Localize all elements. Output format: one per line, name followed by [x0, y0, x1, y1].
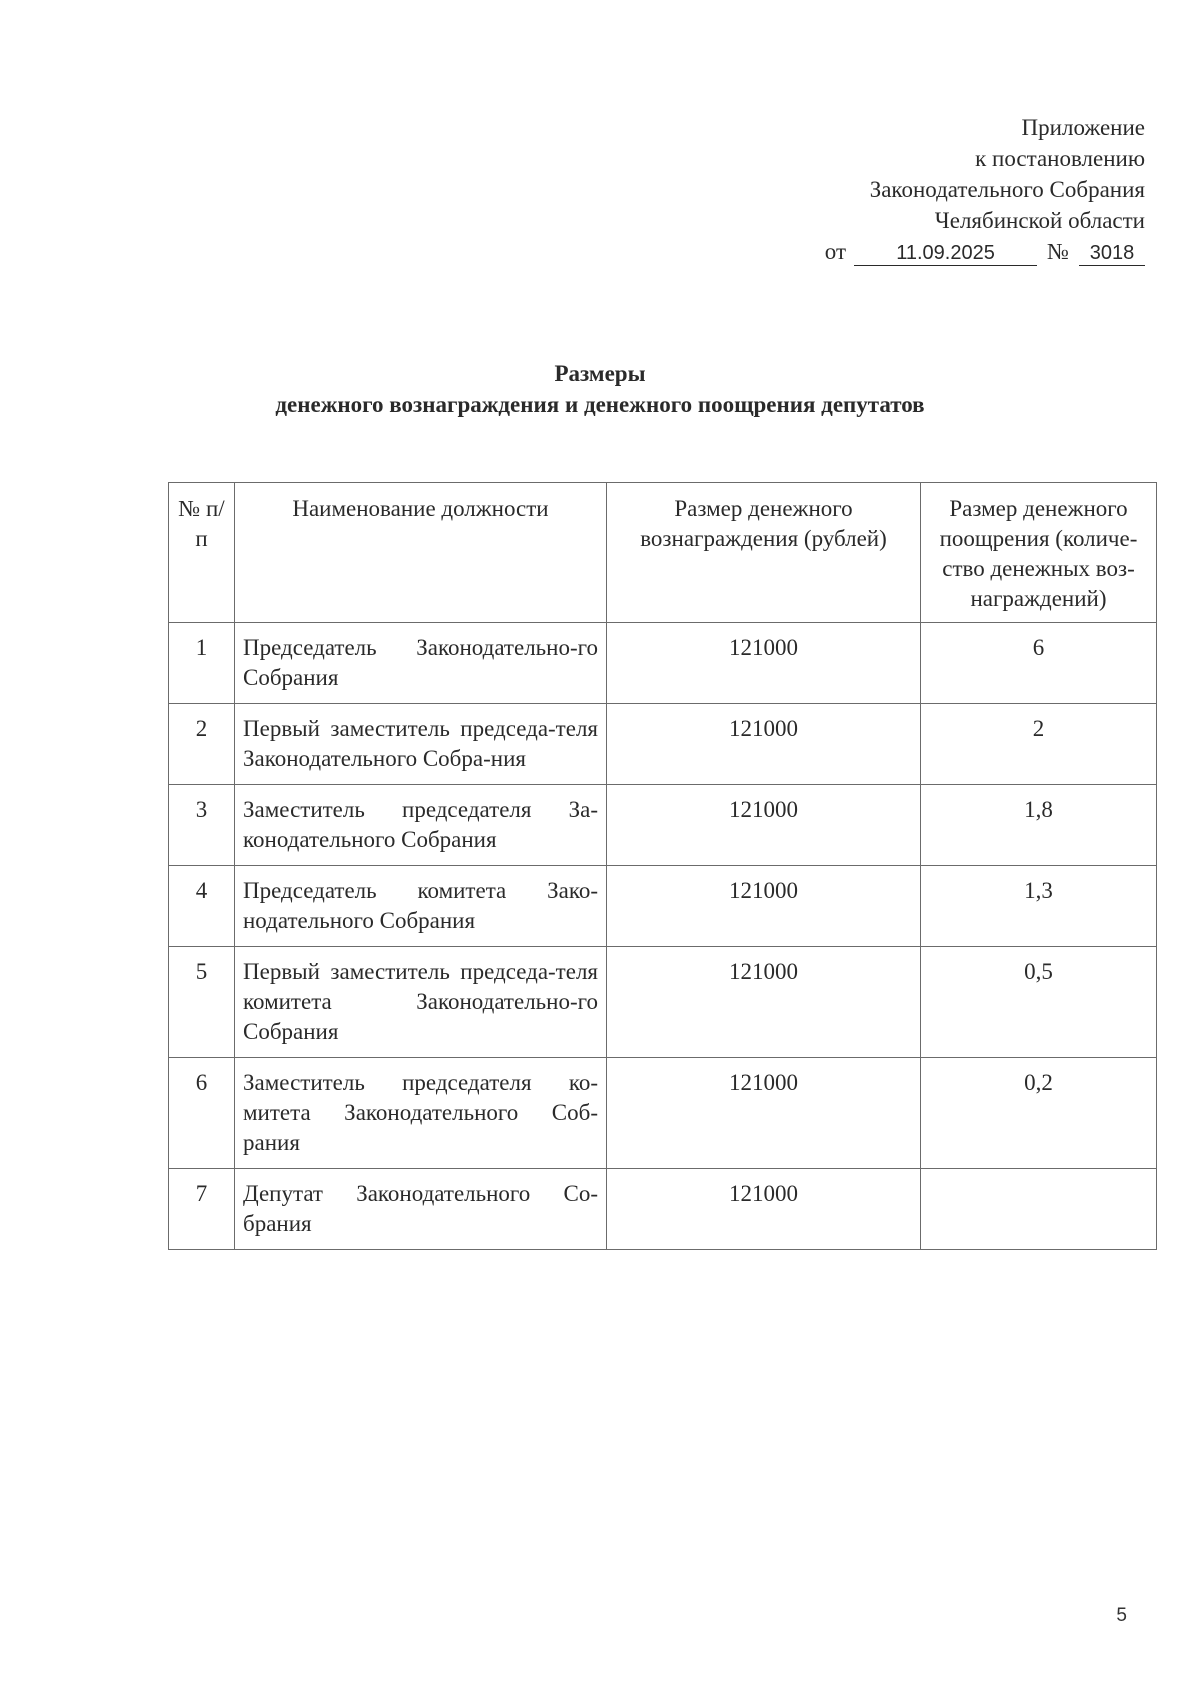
- reward-amount: 121000: [607, 623, 921, 704]
- reward-amount: 121000: [607, 1058, 921, 1169]
- bonus-amount: 2: [921, 704, 1157, 785]
- bonus-amount: 0,2: [921, 1058, 1157, 1169]
- row-number: 2: [169, 704, 235, 785]
- position-name: Первый заместитель председа-теля Законодательного Собра-ния: [235, 704, 607, 785]
- bonus-amount: 0,5: [921, 947, 1157, 1058]
- position-name: Заместитель председателя ко-митета Законодательного Соб-рания: [235, 1058, 607, 1169]
- row-number: 6: [169, 1058, 235, 1169]
- bonus-amount: 1,8: [921, 785, 1157, 866]
- date-prefix: от: [824, 239, 847, 264]
- header-reward: Размер денежного вознаграждения (рублей): [607, 483, 921, 623]
- appendix-authority: Законодательного Собрания: [869, 177, 1145, 202]
- appendix-region: Челябинской области: [934, 208, 1145, 233]
- position-name: Первый заместитель председа-теля комитета Законодательно-го Собрания: [235, 947, 607, 1058]
- table-row: [169, 866, 1157, 947]
- reward-amount: 121000: [607, 785, 921, 866]
- header-position-name: Наименование должности: [235, 483, 607, 623]
- position-name: Председатель Законодательно-го Собрания: [235, 623, 607, 704]
- appendix-reference: к постановлению: [975, 146, 1145, 171]
- position-name: Председатель комитета Зако-нодательного Собрания: [235, 866, 607, 947]
- bonus-amount: 6: [921, 623, 1157, 704]
- appendix-block: [825, 112, 1145, 267]
- reward-amount: 121000: [607, 704, 921, 785]
- reward-amount: 121000: [607, 947, 921, 1058]
- table-row: [169, 947, 1157, 1058]
- bonus-amount: 1,3: [921, 866, 1157, 947]
- position-name: Депутат Законодательного Со-брания: [235, 1169, 607, 1250]
- number-sign: №: [1047, 239, 1069, 264]
- appendix-title: Приложение: [1021, 115, 1145, 140]
- reward-amount: 121000: [607, 1169, 921, 1250]
- position-name: Заместитель председателя За-конодательного Собрания: [235, 785, 607, 866]
- resolution-date: 11.09.2025: [854, 241, 1037, 266]
- remuneration-table: [168, 482, 1157, 1250]
- header-bonus: Размер денежного поощрения (количе-ство денежных воз-награждений): [921, 483, 1157, 623]
- row-number: 7: [169, 1169, 235, 1250]
- row-number: 3: [169, 785, 235, 866]
- table-row: [169, 1058, 1157, 1169]
- reward-amount: 121000: [607, 866, 921, 947]
- table-row: [169, 1169, 1157, 1250]
- table-row: [169, 785, 1157, 866]
- bonus-amount: [921, 1169, 1157, 1250]
- document-title: [0, 358, 1200, 420]
- page-number: 5: [1116, 1605, 1127, 1626]
- title-line-2: денежного вознаграждения и денежного поощрения депутатов: [275, 392, 925, 417]
- row-number: 5: [169, 947, 235, 1058]
- table-row: [169, 623, 1157, 704]
- row-number: 4: [169, 866, 235, 947]
- title-line-1: Размеры: [554, 361, 646, 386]
- resolution-number: 3018: [1079, 241, 1145, 266]
- resolution-reference-line: [825, 236, 1145, 267]
- header-num: № п/п: [169, 483, 235, 623]
- table-row: [169, 704, 1157, 785]
- row-number: 1: [169, 623, 235, 704]
- table-header-row: [169, 483, 1157, 623]
